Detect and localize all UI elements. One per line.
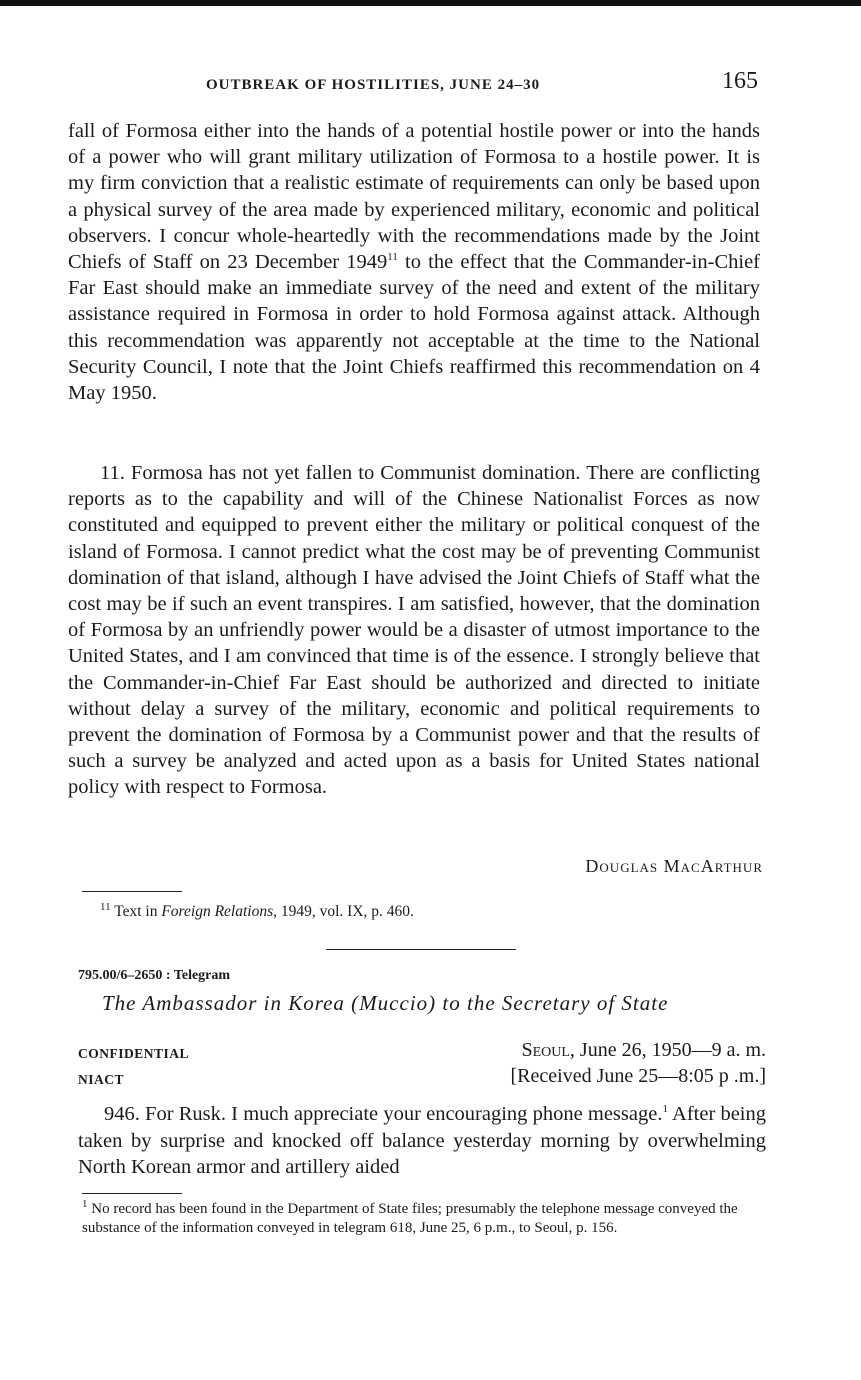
page-header — [0, 66, 861, 106]
footnote-ref-11: 11 — [387, 251, 398, 264]
footnote-rule-2 — [82, 1193, 182, 1194]
precedence-label: NIACT — [78, 1072, 125, 1087]
paragraph-11-text: 11. Formosa has not yet fallen to Communist domination. There are conflicting reports as to the capability and will of the Chinese Nationalist Forces as now constituted and equipped to prevent either the military or political conquest of the island of Formosa. I cannot predict what the cost may be of preventing Communist domination of that island, although I have advised the Joint Chiefs of Staff what the cost may be if such an event transpires. I am satisfied, however, that the domination of Formosa by an unfriendly power would be a disaster of utmost importance to the United States, and I am convinced that time is of the essence. I strongly believe that the Commander-in-Chief Far East should be authorized and directed to initiate without delay a survey of the military, economic and political requirements to prevent the domination of Formosa by a Communist power and that the results of such a survey be analyzed and acted upon as a basis for United States national policy with respect to Formosa. — [68, 462, 760, 799]
telegram-body-text: 946. For Rusk. I much appreciate your encouraging phone message.$^1$ After being taken by surprise and knocked off balance yesterday morning by overwhelming North Korean armor and artillery aided — [78, 1103, 767, 1178]
footnote-1: $^1$ No record has been found in the Department of State files; presumably the telephone message conveyed the substance of the information conveyed in telegram 618, June 25, 6 p.m., to Seoul, p. 156. — [82, 1198, 738, 1236]
footnote-11: $^{11}$ Text in Foreign Relations, 1949, vol. IX, p. 460. — [100, 900, 414, 920]
classification-label: CONFIDENTIAL — [78, 1046, 190, 1061]
section-divider — [326, 949, 516, 950]
document-title: The Ambassador in Korea (Muccio) to the Secretary of State — [102, 991, 669, 1015]
dateline: Seoul, June 26, 1950—9 a. m. — [521, 1039, 766, 1061]
page-number: 165 — [722, 68, 758, 94]
continuation-paragraph — [68, 118, 760, 406]
signature: Douglas MacArthur — [585, 856, 763, 876]
footnote-rule — [82, 891, 182, 892]
paragraph-11 — [68, 460, 760, 801]
running-head: OUTBREAK OF HOSTILITIES, JUNE 24–30 — [206, 77, 541, 93]
received-line: [Received June 25—8:05 p .m.] — [510, 1065, 766, 1087]
telegram-body — [78, 1101, 766, 1181]
footnote-ref-1: 1 — [662, 1103, 668, 1116]
continuation-text: fall of Formosa either into the hands of a potential hostile power or into the hands of a power who will grant military utilization of Formosa to a hostile power. It is my firm conviction that a realistic estimate of requirements can only be based upon a physical survey of the area made by experienced military, economic and political observers. I concur whole-heartedly with the recommendations made by the Joint Chiefs of Staff on 23 December 1949$^{11}$ to the effect that the Commander-in-Chief Far East should make an immediate survey of the need and extent of the military assistance required in Formosa in order to hold Formosa against attack. Although this recommendation was apparently not acceptable at the time to the National Security Council, I note that the Joint Chiefs reaffirmed this recommendation on 4 May 1950. — [68, 120, 760, 405]
file-reference: 795.00/6–2650 : Telegram — [78, 968, 231, 983]
page-top-edge — [0, 0, 861, 6]
